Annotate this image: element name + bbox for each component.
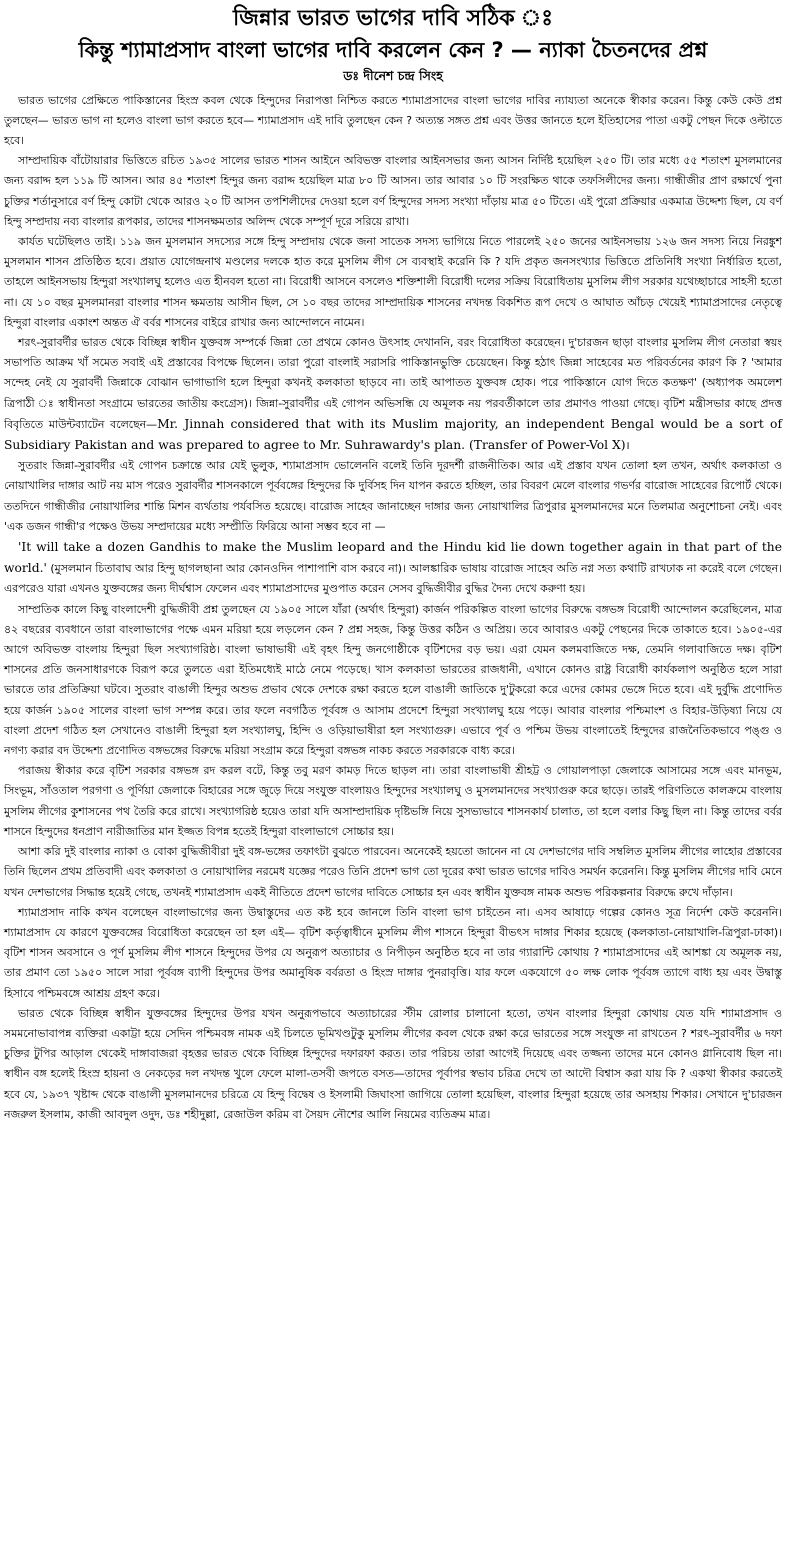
article-paragraph <box>4 456 782 537</box>
article-paragraph <box>4 1004 782 1125</box>
paragraph-text: সাম্প্রতিক কালে কিছু বাংলাদেশী বুদ্ধিজীবী প্রশ্ন তুলছেন যে ১৯০৫ সালে যাঁরা (অর্থাৎ হিন্দুরা) কার্জন পরিকল্পিত বাংলা ভাগের বিরুদ্ধে বঙ্গভঙ্গ বিরোধী আন্দোলন করেছিলেন, মাত্র ৪২ বছরের ব্যবধানে তারা বাংলাভাগের পক্ষে এমন মরিয়া হয়ে লড়লেন কেন ? প্রশ্ন সহজ, কিন্তু উত্তর কঠিন ও অপ্রিয়। তবে আবারও একটু পেছনের দিকে তাকাতে হবে। ১৯০৫-এর আগে অবিভক্ত বাংলায় হিন্দুরা ছিল সংখ্যাগরিষ্ঠ। বাংলা ভাষাভাষী এই বৃহৎ হিন্দু জনগোষ্ঠীকে বৃটিশদের বড় ভয়। এরা যেমন কলমবাজিতে দক্ষ, তেমনি গলাবাজিতে দক্ষ। বৃটিশ শাসনের প্রতি জনসাধারণকে বিরূপ করে তুলতে এরা ইতিমধ্যেই মাঠে নেমে পড়েছে। খাস কলকাতা ভারতের রাজধানী, এখানে কোনও রাষ্ট্র বিরোধী কার্যকলাপ অনুষ্ঠিত হলে সারা ভারতে তার প্রতিক্রিয়া ঘটবে। সুতরাং বাঙালী হিন্দুর অশুভ প্রভাব থেকে দেশকে রক্ষা করতে হলে বাঙালী জাতিকে দু'টুকরো করে এদের কোমর ভেঙ্গে দিতে হবে। এই দুর্বুদ্ধি প্রণোদিত হয়ে কার্জন ১৯০৫ সালের বাংলা ভাগ সম্পন্ন করে। তার ফলে নবগঠিত পূর্ববঙ্গ ও আসাম প্রদেশে হিন্দুরা সংখ্যালঘু হয়ে পড়ে। আবার বাংলার পশ্চিমাংশ ও বিহার-উড়িষ্যা নিয়ে যে বাংলা প্রদেশ গঠিত হল সেখানেও বাঙালী হিন্দুরা হল সংখ্যালঘু, হিন্দি ও ওড়িয়াভাষীরা হল সংখ্যাগুরু। এভাবে পূর্ব ও পশ্চিম উভয় বাংলাতেই হিন্দুদের রাজনৈতিকভাবে পঙ্গু ও নগণ্য করার বদ উদ্দেশ্য প্রণোদিত বঙ্গভঙ্গের বিরুদ্ধে মরিয়া সংগ্রাম করে হিন্দুরা বঙ্গভঙ্গ নাকচ করতে সরকারকে বাধ্য করে। <box>4 602 782 758</box>
article-paragraph <box>4 903 782 1004</box>
paragraph-text: কার্যত ঘটেছিলও তাই। ১১৯ জন মুসলমান সদস্যের সঙ্গে হিন্দু সম্প্রদায় থেকে জনা সাতেক সদস্য ভাগিয়ে নিতে পারলেই ২৫০ জনের আইনসভায় ১২৬ জন সদস্য নিয়ে নিরঙ্কুশ মুসলমান শাসন প্রতিষ্ঠিত হবে। প্রয়াত যোগেন্দ্রনাথ মণ্ডলের দলকে হাত করে মুসলিম লীগ সে ব্যবস্থাই করেনি কি ? যদি প্রকৃত জনসংখ্যার ভিত্তিতে প্রতিনিধি সংখ্যা নির্ধারিত হতো, তাহলে আইনসভায় হিন্দুরা সংখ্যালঘু হলেও এত হীনবল হতো না। বিরোধী আসনে বসলেও শক্তিশালী বিরোধী দলের সক্রিয় বিরোধিতায় মুসলিম লীগ সরকার যথেচ্ছাচারে সাহসী হতো না। যে ১০ বছর মুসলমানরা বাংলার শাসন ক্ষমতায় আসীন ছিল, সে ১০ বছর তাদের সাম্প্রদায়িক শাসনের নখদন্ত বিকশিত রূপ দেখে ও আঘাত আঁচড় খেয়েই শ্যামাপ্রসাদের নেতৃত্বে হিন্দুরা বাংলার একাংশ অন্তত ঐ বর্বর শাসনের বাইরে রাখার জন্য আন্দোলনে নামেন। <box>4 235 782 329</box>
paragraph-text: সুতরাং জিন্না-সুরাবর্দীর এই গোপন চক্রান্তে আর যেই ভুলুক, শ্যামাপ্রসাদ ভোলেননি বলেই তিনি দূরদর্শী রাজনীতিক। আর এই প্রস্তাব যখন তোলা হল তখন, অর্থাৎ কলকাতা ও নোয়াখালির দাঙ্গার আট নয় মাস পরেও সুরাবর্দীর শাসনকালে পূর্ববঙ্গের হিন্দুদের কি দুর্বিসহ দিন যাপন করতে হচ্ছিল, তার বিবরণ মেলে বাংলার গভর্ণর বারোজ সাহেবের রিপোর্ট থেকে। ততদিনে গান্ধীজীর নোয়াখালির শান্তি মিশন ব্যর্থতায় পর্যবসিত হয়েছে। বারোজ সাহেব জানাচ্ছেন দাঙ্গার জন্য নোয়াখালির ত্রিপুরার মুসলমানদের মনে তিলমাত্র অনুশোচনা নেই। এবং 'এক ডজন গান্ধী'র পক্ষেও উভয় সম্প্রদায়ের মধ্যে সম্প্রীতি ফিরিয়ে আনা সম্ভব হবে না — <box>4 459 782 533</box>
paragraph-text: সাম্প্রদায়িক বাঁটোয়ারার ভিত্তিতে রচিত ১৯৩৫ সালের ভারত শাসন আইনে অবিভক্ত বাংলার আইনসভার জন্য আসন নির্দিষ্ট হয়েছিল ২৫০ টি। তার মধ্যে ৫৫ শতাংশ মুসলমানের জন্য বরাদ্দ হল ১১৯ টি আসন। আর ৪৫ শতাংশ হিন্দুর জন্য বরাদ্দ হয়েছিল মাত্র ৮০ টি আসন। তার আবার ১০ টি সংরক্ষিত থাকে তফসিলীদের জন্য। গান্ধীজীর প্রাণ রক্ষার্থে পুনা চুক্তির শর্তানুসারে বর্ণ হিন্দু কোটা থেকে আরও ২০ টি আসন তপশিলীদের দেওয়া হলে বর্ণ হিন্দুদের সদস্য সংখ্যা দাঁড়ায় মাত্র ৫০ টিতে। এই পুরো প্রক্রিয়ার একমাত্র উদ্দেশ্য ছিল, যে বর্ণ হিন্দু সম্প্রদায় নব্য বাংলার রূপকার, তাদের শাসনক্ষমতার অলিন্দ থেকে সম্পূর্ণ দূরে সরিয়ে রাখা। <box>4 154 782 228</box>
article-subtitle: কিন্তু শ্যামাপ্রসাদ বাংলা ভাগের দাবি করলেন কেন ? — ন্যাকা চৈতনদের প্রশ্ন <box>78 38 708 63</box>
paragraph-text: ভারত ভাগের প্রেক্ষিতে পাকিস্তানের হিংস্র কবল থেকে হিন্দুদের নিরাপত্তা নিশ্চিত করতে শ্যামাপ্রসাদের বাংলা ভাগের দাবির ন্যায্যতা অনেকে স্বীকার করেন। কিন্তু কেউ কেউ প্রশ্ন তুলছেন— ভারত ভাগ না হলেও বাংলা ভাগ করতে হবে— শ্যামাপ্রসাদ এই দাবি তুলছেন কেন ? অত্যন্ত সঙ্গত প্রশ্ন এবং উত্তর জানতে হলে ইতিহাসের পাতা একটু পেছন দিকে ওল্টাতে হবে। <box>4 93 782 147</box>
article-paragraph <box>4 232 782 333</box>
paragraph-tail: (মুসলমান চিতাবাঘ আর হিন্দু ছাগলছানা আর কোনওদিন পাশাপাশি বাস করবে না)। আলঙ্কারিক ভাষায় বারোজ সাহেব অতি নগ্ন সত্য কথাটি রাখঢাক না করেই বলে গেছেন। এরপরেও যারা এখনও যুক্তবঙ্গের জন্য দীর্ঘশ্বাস ফেলেন এবং শ্যামাপ্রসাদের মুণ্ডপাত করেন সেসব বুদ্ধিজীবীর বুদ্ধির দৈন্য দেখে করুণা হয়। <box>4 562 782 596</box>
article-paragraph <box>4 333 782 456</box>
paragraph-text: পরাজয় স্বীকার করে বৃটিশ সরকার বঙ্গভঙ্গ রদ করল বটে, কিন্তু তবু মরণ কামড় দিতে ছাড়ল না। তারা বাংলাভাষী শ্রীহট্ট ও গোয়ালপাড়া জেলাকে আসামের সঙ্গে এবং মানভূম, সিংভূম, সাঁওতাল পরগণা ও পূর্ণিয়া জেলাকে বিহারের সঙ্গে জুড়ে দিয়ে সংযুক্ত বাংলায়ও হিন্দুদের সংখ্যালঘু ও মুসলমানদের সংখ্যাগুরু করে ছাড়ে। তারই পরিণতিতে কালক্রমে বাংলায় মুসলিম লীগের কুশাসনের পথ তৈরি করে রাখে। সংখ্যাগরিষ্ঠ হয়েও তারা যদি অসাম্প্রদায়িক দৃষ্টিভঙ্গি নিয়ে সুসভ্যভাবে শাসনকার্য চালাত, তা হলে বলার কিছু ছিল না। কিন্তু তাদের বর্বর শাসনে হিন্দুদের ধনপ্রাণ নারীজাতির মান ইজ্জত বিপন্ন হতেই হিন্দুরা বাংলাভাগে সোচ্চার হয়। <box>4 764 782 838</box>
paragraph-text: শরৎ-সুরাবর্দীর ভারত থেকে বিচ্ছিন্ন স্বাধীন যুক্তবঙ্গ সম্পর্কে জিন্না তো প্রথমে কোনও উৎসাহ দেখাননি, বরং বিরোধিতা করেছেন। দু'চারজন ছাড়া বাংলার মুসলিম লীগ নেতারা স্বয়ং সভাপতি আক্রম খাঁ সমেত সবাই এই প্রস্তাবের বিপক্ষে ছিলেন। তারা পুরো বাংলাই সরাসরি পাকিস্তানভুক্তি চেয়েছেন। কিন্তু হঠাৎ জিন্না সাহেবের মত পরিবর্তনের কারণ কি ? 'আমার সন্দেহ নেই যে সুরাবর্দী জিন্নাকে বোঝান ভাগাভাগি হলে হিন্দুরা কখনই কলকাতা ছাড়বে না। তাই আপাতত যুক্তবঙ্গ হোক। পরে পাকিস্তানে যোগ দিতে কতক্ষণ' (অধ্যাপক অমলেশ ত্রিপাঠী ঃ স্বাধীনতা সংগ্রামে ভারতের জাতীয় কংগ্রেস)। জিন্না-সুরাবর্দীর এই গোপন অভিসন্ধি যে অমূলক নয় পরবর্তীকালে তার প্রমাণও পাওয়া গেছে। বৃটিশ মন্ত্রীসভার কাছে প্রদত্ত বিবৃতিতে মাউন্টব্যাটেন বলেছেন— <box>4 336 782 431</box>
english-quote: Mr. Jinnah considered that with its Muslim majority, an independent Bengal would be a sort of Subsidiary Pakistan and was prepared to agree to Mr. Suhrawardy's plan. (Transfer of Power-Vol X) <box>4 416 782 453</box>
article-paragraph <box>4 761 782 842</box>
english-quote: 'It will take a dozen Gandhis to make the Muslim leopard and the Hindu kid lie down together again in that part of the world.' <box>4 540 782 576</box>
article-paragraph <box>4 600 782 762</box>
article-paragraph <box>4 842 782 903</box>
paragraph-tail: । <box>625 439 630 453</box>
paragraph-text: ভারত থেকে বিচ্ছিন্ন স্বাধীন যুক্তবঙ্গের হিন্দুদের উপর যখন অনুরূপভাবে অত্যাচারের স্টীম রোলার চালানো হতো, তখন বাংলার হিন্দুরা কোথায় যেত যদি শ্যামাপ্রসাদ ও সমমনোভাবাপন্ন ব্যক্তিরা একাট্টা হয়ে সেদিন পশ্চিমবঙ্গ নামক এই চিলতে ভূমিখণ্ডটুকু মুসলিম লীগের কবল থেকে রক্ষা করে ভারতের সঙ্গে সংযুক্ত না রাখতেন ? শরৎ-সুরাবর্দীর ৬ দফা চুক্তির টুপির আড়াল থেকেই দাঙ্গাবাজরা বৃহত্তর ভারত থেকে বিচ্ছিন্ন হিন্দুদের দফারফা করত। তার পরিচয় তারা আগেই দিয়েছে এবং তজ্জন্য তাদের মনে কোনও গ্লানিবোধ ছিল না। স্বাধীন বঙ্গ হলেই হিংস্র হায়না ও নেকড়ের দল নখদন্ত খুলে ফেলে মালা-তসবী জপতে বসত—তাদের পূর্বাপর স্বভাব চরিত্র দেখে তা আদৌ বিশ্বাস করা যায় কি ? একথা স্বীকার করতেই হবে যে, ১৯৩৭ খৃষ্টাব্দ থেকে বাঙালী মুসলমানদের চরিত্রে যে হিন্দু বিদ্বেষ ও ইসলামী জিঘাংসা জাগিয়ে তোলা হয়েছিল, বাংলার হিন্দুরা হয়েছে তার অসহায় শিকার। সেখানে দু'চারজন নজরুল ইসলাম, কাজী আবদুল ওদুদ, ডঃ শহীদুল্লা, রেজাউল করিম বা সৈয়দ নৌশের আলি নিয়মের ব্যতিক্রম মাত্র। <box>4 1006 782 1121</box>
paragraph-text: আশা করি দুই বাংলার ন্যাকা ও বোকা বুদ্ধিজীবীরা দুই বঙ্গ-ভঙ্গের তফাৎটা বুঝতে পারবেন। অনেকেই হয়তো জানেন না যে দেশভাগের দাবি সম্বলিত মুসলিম লীগের লাহোর প্রস্তাবের তিনি ছিলেন প্রথম প্রতিবাদী এবং কলকাতা ও নোয়াখালির নরমেধ যজ্ঞের পরেও তিনি প্রদেশ ভাগ তো দূরের কথা ভারত ভাগের দাবিও সমর্থন করেননি। কিন্তু মুসলিম লীগের দাবি মেনে যখন দেশভাগের সিদ্ধান্ত হয়েই গেছে, তখনই শ্যামাপ্রসাদ একই নীতিতে প্রদেশ ভাগের দাবিতে সোচ্চার হন এবং স্বাধীন যুক্তবঙ্গ নামক অশুভ পরিকল্পনার বিরুদ্ধে রুখে দাঁড়ান। <box>4 845 782 899</box>
article-title: জিন্নার ভারত ভাগের দাবি সঠিক ঃ <box>232 6 554 31</box>
article-paragraph <box>4 91 782 152</box>
paragraph-text: শ্যামাপ্রসাদ নাকি কখন বলেছেন বাংলাভাগের জন্য উদ্বাস্তুদের এত কষ্ট হবে জানলে তিনি বাংলা ভাগ চাইতেন না। এসব আষাঢ়ে গল্পের কোনও সূত্র নির্দেশ কেউ করেননি। শ্যামাপ্রসাদ যে কারণে যুক্তবঙ্গের বিরোধিতা করেছেন তা হল এই— বৃটিশ কর্তৃত্বাধীনে মুসলিম লীগ শাসনে হিন্দুরা বীভৎস দাঙ্গার শিকার হয়েছে (কলকাতা-নোয়াখালি-ত্রিপুরা-ঢাকা)। বৃটিশ শাসন অবসানে ও পূর্ণ মুসলিম লীগ শাসনে হিন্দুদের উপর যে অনুরূপ অত্যাচার ও নিপীড়ন অনুষ্ঠিত হবে না তার গ্যারান্টি কোথায় ? শ্যামাপ্রসাদের এই আশঙ্কা যে অমূলক নয়, তার প্রমাণ তো ১৯৫০ সালে সারা পূর্ববঙ্গ ব্যাপী হিন্দুদের উপর অমানুষিক বর্বরতা ও হিংস্র দাঙ্গার পুনরাবৃত্তি। যার ফলে একযোগে ৫০ লক্ষ লোক পূর্ববঙ্গ ত্যাগে বাধ্য হয় এবং উদ্বাস্তু হিসাবে পশ্চিমবঙ্গে আশ্রয় গ্রহণ করে। <box>4 905 782 1000</box>
article-paragraph <box>4 151 782 232</box>
article-paragraph <box>4 537 782 600</box>
author-byline: ডঃ দীনেশ চন্দ্র সিংহ <box>343 67 443 83</box>
